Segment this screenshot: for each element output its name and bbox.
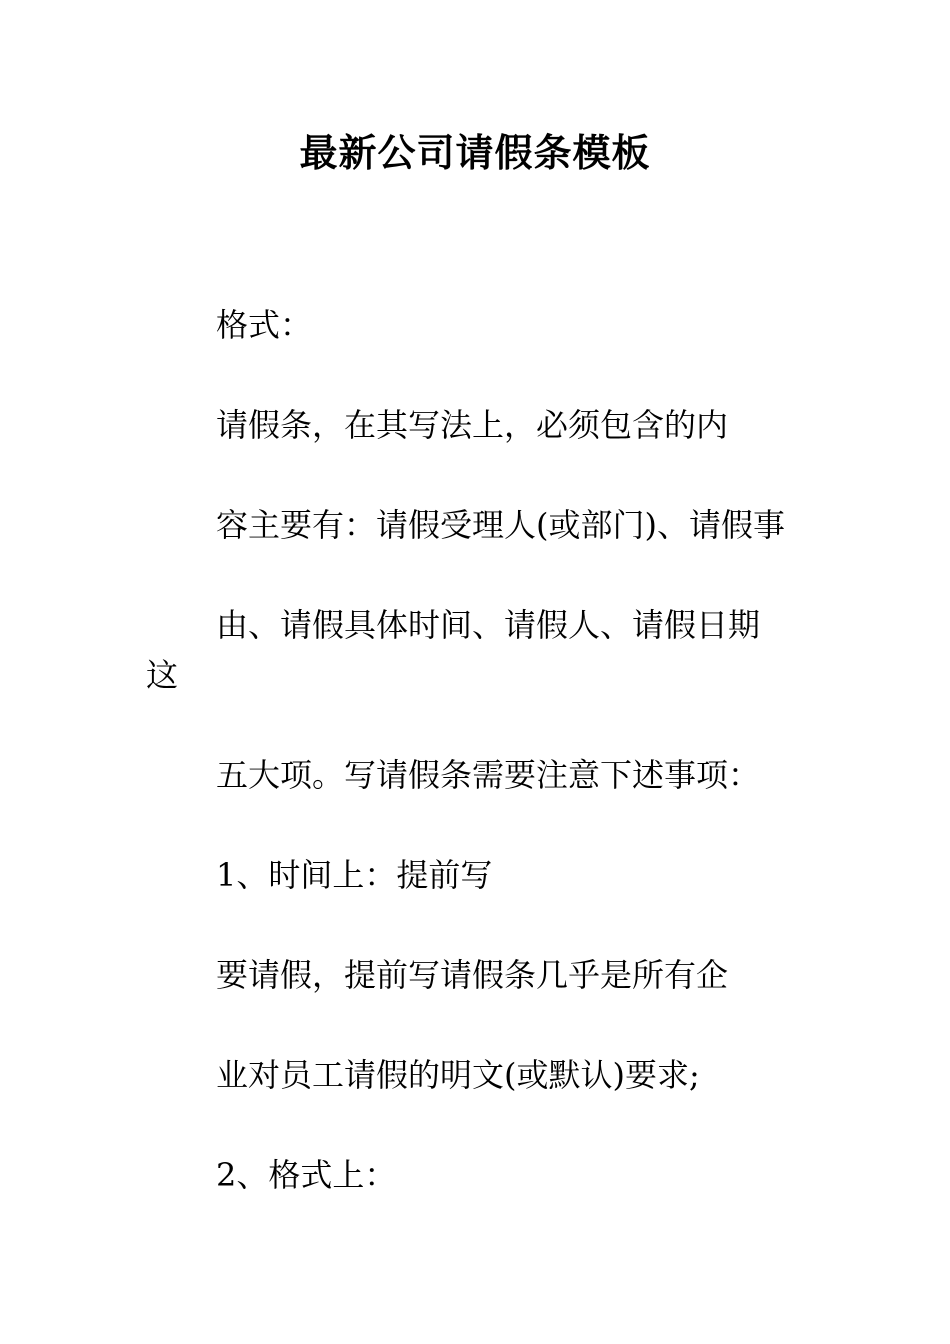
document-body: [146, 300, 786, 1250]
text-line: 2、格式上：: [216, 1156, 397, 1194]
paragraph-point-1-heading: [146, 850, 786, 900]
paragraph-content-requirements: [146, 400, 786, 800]
text-line: 1、时间上：提前写: [216, 856, 493, 894]
paragraph-point-1-detail: [146, 950, 786, 1100]
text-line: 五大项。写请假条需要注意下述事项：: [216, 756, 761, 794]
text-line: 业对员工请假的明文(或默认)要求;: [216, 1056, 700, 1094]
text-line: 由、请假具体时间、请假人、请假日期这: [146, 606, 761, 694]
paragraph-point-2-heading: [146, 1150, 786, 1200]
text-line: 格式：: [216, 306, 313, 344]
paragraph-format-label: [146, 300, 786, 350]
text-line: 请假条，在其写法上，必须包含的内: [216, 406, 729, 444]
text-line: 容主要有：请假受理人(或部门)、请假事: [216, 506, 785, 544]
text-line: 要请假，提前写请假条几乎是所有企: [216, 956, 729, 994]
document-title: 最新公司请假条模板: [299, 131, 651, 175]
